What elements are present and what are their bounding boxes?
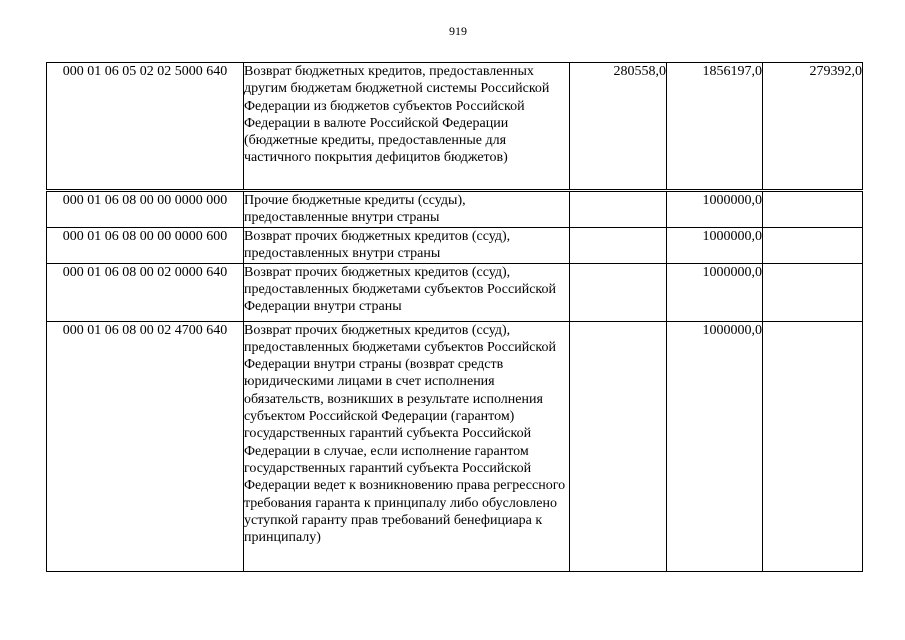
description-line: Федерации ведет к возникновению права регрессного bbox=[244, 478, 566, 494]
amount-cell-col2: 1856197,0 bbox=[667, 63, 763, 191]
table-row bbox=[47, 263, 863, 321]
amount-cell-col3: 279392,0 bbox=[763, 63, 863, 191]
budget-code-cell: 000 01 06 08 00 00 0000 600 bbox=[47, 228, 244, 264]
amount-cell-col1 bbox=[570, 228, 667, 264]
description-cell bbox=[244, 263, 570, 321]
description-line: предоставленных бюджетами субъектов Российской bbox=[244, 339, 557, 355]
amount-cell-col1: 280558,0 bbox=[570, 63, 667, 191]
amount-cell-col1 bbox=[570, 191, 667, 228]
amount-cell-col3 bbox=[763, 191, 863, 228]
description-line: Федерации внутри страны (возврат средств bbox=[244, 357, 504, 373]
description-line: предоставленные внутри страны bbox=[244, 210, 440, 226]
amount-cell-col2: 1000000,0 bbox=[667, 191, 763, 228]
description-line: Федерации внутри страны bbox=[244, 299, 402, 315]
description-line: Возврат бюджетных кредитов, предоставленных bbox=[244, 64, 534, 79]
table-row bbox=[47, 228, 863, 264]
table-row bbox=[47, 63, 863, 191]
budget-code-cell: 000 01 06 08 00 02 0000 640 bbox=[47, 263, 244, 321]
description-line: субъектом Российской Федерации (гарантом) bbox=[244, 409, 515, 425]
amount-cell-col2: 1000000,0 bbox=[667, 321, 763, 571]
description-line: юридическими лицами в счет исполнения bbox=[244, 374, 495, 390]
description-line: частичного покрытия дефицитов бюджетов) bbox=[244, 150, 508, 166]
description-line: требования гаранта к принципалу либо обусловлено bbox=[244, 495, 557, 511]
budget-code-cell: 000 01 06 08 00 02 4700 640 bbox=[47, 321, 244, 571]
description-cell bbox=[244, 228, 570, 264]
budget-code-cell: 000 01 06 08 00 00 0000 000 bbox=[47, 191, 244, 228]
description-line: обязательств, возникших в результате исполнения bbox=[244, 391, 543, 407]
amount-cell-col2: 1000000,0 bbox=[667, 228, 763, 264]
description-line: предоставленных внутри страны bbox=[244, 246, 441, 262]
amount-cell-col1 bbox=[570, 321, 667, 571]
table-row bbox=[47, 321, 863, 571]
description-line: принципалу) bbox=[244, 530, 321, 546]
description-cell bbox=[244, 63, 570, 191]
description-line: предоставленных бюджетами субъектов Российской bbox=[244, 281, 557, 297]
amount-cell-col3 bbox=[763, 321, 863, 571]
description-line: другим бюджетам бюджетной системы Российской bbox=[244, 81, 550, 97]
budget-code-cell: 000 01 06 05 02 02 5000 640 bbox=[47, 63, 244, 191]
description-line: Федерации в валюте Российской Федерации bbox=[244, 115, 509, 131]
description-cell bbox=[244, 191, 570, 228]
table-row bbox=[47, 191, 863, 228]
budget-table bbox=[46, 62, 863, 572]
description-line: Федерации в случае, если исполнение гарантом bbox=[244, 443, 529, 459]
amount-cell-col3 bbox=[763, 263, 863, 321]
description-line: государственных гарантий субъекта Российской bbox=[244, 460, 532, 476]
amount-cell-col3 bbox=[763, 228, 863, 264]
description-line: государственных гарантий субъекта Российской bbox=[244, 426, 532, 442]
amount-cell-col2: 1000000,0 bbox=[667, 263, 763, 321]
amount-cell-col1 bbox=[570, 263, 667, 321]
description-line: Возврат прочих бюджетных кредитов (ссуд), bbox=[244, 229, 511, 244]
description-line: Федерации из бюджетов субъектов Российской bbox=[244, 98, 525, 114]
description-line: (бюджетные кредиты, предоставленные для bbox=[244, 133, 507, 149]
description-line: Прочие бюджетные кредиты (ссуды), bbox=[244, 193, 466, 208]
description-cell bbox=[244, 321, 570, 571]
description-line: Возврат прочих бюджетных кредитов (ссуд), bbox=[244, 322, 511, 338]
description-line: Возврат прочих бюджетных кредитов (ссуд), bbox=[244, 264, 511, 280]
page-number: 919 bbox=[449, 24, 467, 38]
description-line: уступкой гаранту прав требований бенефициара к bbox=[244, 512, 543, 528]
